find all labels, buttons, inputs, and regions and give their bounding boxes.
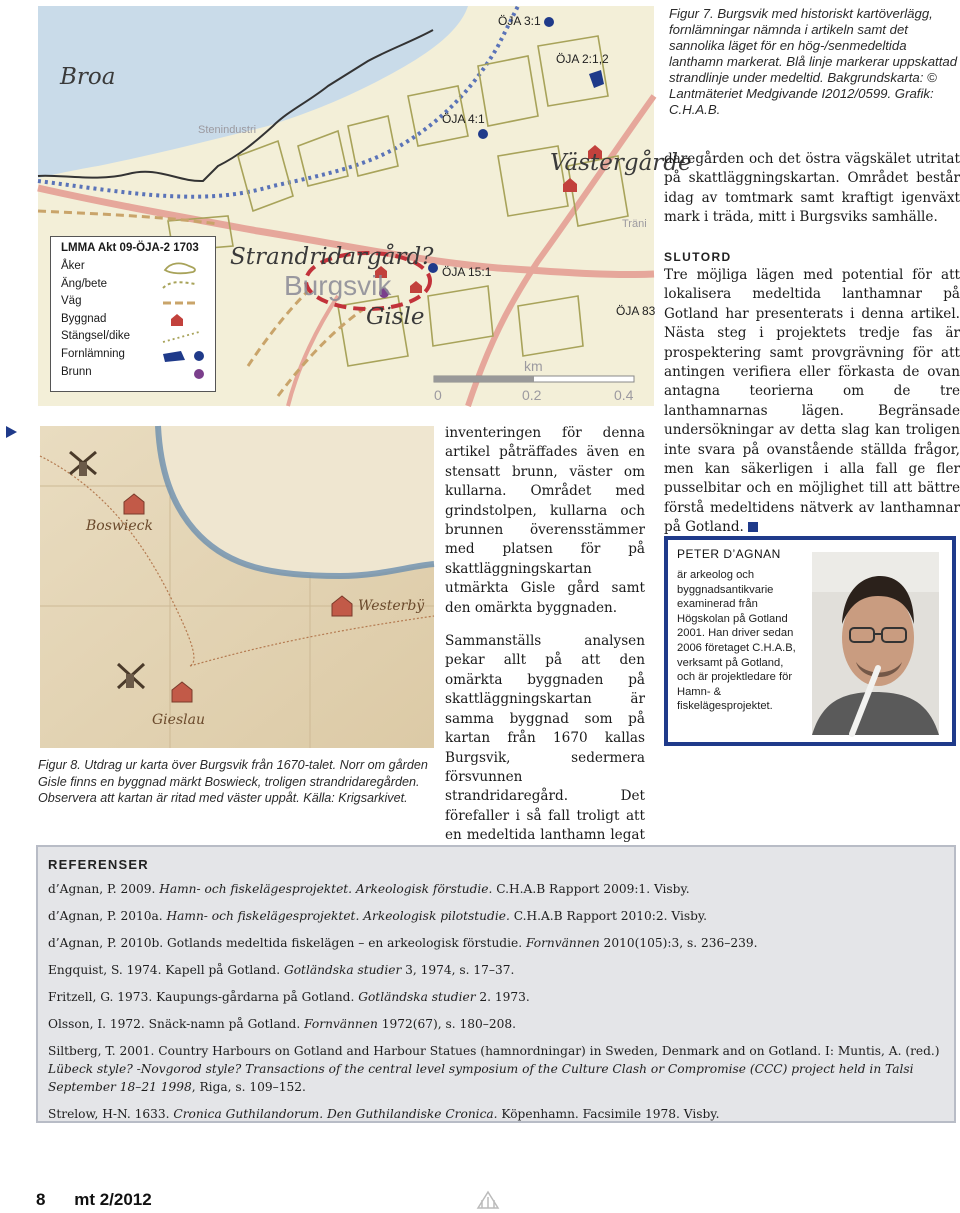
legend-fence-icon (159, 328, 203, 346)
reference-item: d’Agnan, P. 2010a. Hamn- och fiskelägesprojektet. Arkeologisk pilotstudie. C.H.A.B Rapport 2010:2. Visby. (48, 909, 708, 923)
body-text-middle (445, 424, 645, 884)
legend-title: LMMA Akt 09-ÖJA-2 1703 (61, 242, 199, 254)
reference-item: d’Agnan, P. 2009. Hamn- och fiskelägesprojektet. Arkeologisk förstudie. C.H.A.B Rapport 2009:1. Visby. (48, 882, 690, 896)
sea-area (38, 6, 468, 178)
page-footer (36, 1190, 152, 1210)
scale-0-4: 0.4 (614, 387, 634, 403)
label-westerby: Westerbÿ (358, 598, 425, 614)
reference-item: Fritzell, G. 1973. Kaupungs-gårdarna på Gotland. Gotländska studier 2. 1973. (48, 990, 530, 1004)
legend-building-icon (159, 311, 203, 329)
journal-issue: mt 2/2012 (74, 1190, 152, 1209)
reference-item: Strelow, H-N. 1633. Cronica Guthilandorum. Den Guthilandiske Cronica. Köpenhamn. Facsimile 1978. Visby. (48, 1107, 720, 1121)
scale-unit: km (524, 358, 543, 374)
map-legend (50, 236, 216, 392)
label-gieslau: Gieslau (152, 712, 205, 728)
end-mark-icon (748, 522, 758, 532)
label-gisle: Gisle (366, 304, 425, 330)
body-text-top-right: daregården och det östra vägskälet utritat på skattläggningskartan. Området består idag av tomtmark samt kraftigt igenväxt mark i träda, mitt i Burgsviks samhälle. (664, 151, 960, 226)
scale-0: 0 (434, 387, 442, 403)
legend-row-brunn: Brunn (61, 364, 215, 382)
label-stenindustri: Stenindustri (198, 124, 257, 136)
legend-road-icon (159, 293, 203, 311)
page-number: 8 (36, 1190, 46, 1209)
arrow-icon (6, 426, 17, 438)
label-oja-83: ÖJA 83 (616, 304, 656, 318)
site-oja-3-1 (544, 17, 554, 27)
old-map-graphics (40, 426, 434, 748)
label-broa: Broa (60, 64, 116, 90)
references-title: REFERENSER (48, 857, 149, 872)
figure-7-map (38, 6, 692, 406)
road-north (468, 96, 654, 406)
label-oja-15-1: ÖJA 15:1 (442, 265, 492, 279)
site-oja-2-1-2 (589, 70, 604, 88)
legend-row-aker: Åker (61, 258, 215, 276)
portrait-icon (812, 552, 939, 735)
legend-row-vag: Väg (61, 293, 215, 311)
slutord-text: Tre möjliga lägen med potential för att lokalisera medeltida lanthamnar på Gotland har presenterats i denna artikel. Nästa steg i projektets tredje fas är prospektering samt provgrävning för att antingen verifiera eller förkasta de ovan antagna teorierna om de tre lanthamnarnas lägen. Begränsade undersökningar av detta slag kan troligen inte svara på ovanstående ställda frågor, men kan säkerligen i alla fall ge fler pusselbitar och en möjlighet till att bättre förstå medeltidens nätverk av lanthamnar på Gotland. (664, 267, 960, 536)
reference-item: Engquist, S. 1974. Kapell på Gotland. Gotländska studier 3, 1974, s. 17–37. (48, 963, 515, 977)
label-vastergarde: Västergårde (550, 150, 692, 176)
legend-site-icon (159, 346, 209, 364)
figure-8-caption: Figur 8. Utdrag ur karta över Burgsvik från 1670-talet. Norr om gården Gisle finns en byggnad märkt Boswieck, troligen strandridaregården. Observera att kartan är ritad med väster uppåt. Källa: Krigsarkivet. (38, 758, 428, 805)
paragraph: Sammanställs analysen pekar allt på att den omärkta byggnaden på skattläggningskartan är samma byggnad som på kartan från 1670 kallas Burgsvik, sedermera försvunnen strandridaregård. Det förefaller i så fall troligt att en medeltida lanthamn legat (445, 633, 645, 844)
scale-bar (434, 376, 634, 382)
figure-8-map (40, 426, 434, 748)
label-traning: Träni (622, 218, 647, 230)
road-south (288, 296, 338, 406)
author-photo (812, 552, 939, 735)
label-strandridargard: Strandridargård? (230, 244, 434, 270)
author-name: PETER D’AGNAN (677, 547, 781, 561)
legend-well-icon (159, 364, 209, 382)
author-bio: är arkeolog och byggnadsantikvarie examinerad från Högskolan på Gotland 2001. Han driver sedan 2006 företaget C.H.A.B, verksamt på Gotland, och är projektledare för Hamn- & fiskelägesprojektet. (677, 569, 796, 713)
legend-row-stangsel: Stängsel/dike (61, 328, 215, 346)
legend-row-byggnad: Byggnad (61, 311, 215, 329)
figure-7-caption: Figur 7. Burgsvik med historiskt kartöverlägg, fornlämningar nämnda i artikeln samt det sannolika läget för en hög-/senmedeltida lanthamn markerat. Blå linje markerar uppskattad strandlinje under medeltid. Bakgrundskarta: © Lantmäteriet Medgivande I2012/0599. Grafik: C.H.A.B. (669, 6, 958, 117)
paragraph: inventeringen för denna artikel påträffades även en stensatt brunn, väster om kullarna. Området med grindstolpen, kullarna och brunnen överensstämmer med platsen för på skattläggningskartan utmärkta Gisle gård samt den omärkta byggnaden. (445, 425, 645, 616)
legend-field-icon (159, 258, 203, 276)
scale-0-2: 0.2 (522, 387, 542, 403)
label-boswieck: Boswieck (86, 518, 153, 534)
reference-item: Siltberg, T. 2001. Country Harbours on Gotland and Harbour Statues (hamnordningar) in Sweden, Denmark and on Gotland. I: Muntis, A. (red.) Lübeck style? -Novgorod style? Transactions of the central level symposium of the Culture Clash or Compromise (CCC) project held in Talsi September 18–21 1998, Riga, s. 109–152. (48, 1044, 940, 1094)
author-box (664, 536, 956, 746)
reference-item: Olsson, I. 1972. Snäck-namn på Gotland. Fornvännen 1972(67), s. 180–208. (48, 1017, 516, 1031)
journal-logo-icon (476, 1190, 500, 1210)
references-box (36, 845, 956, 1123)
legend-meadow-icon (159, 276, 203, 294)
label-oja-3-1: ÖJA 3:1 (498, 14, 541, 28)
legend-row-ang: Äng/bete (61, 276, 215, 294)
label-burgsvik: Burgsvik (284, 270, 392, 301)
label-oja-4-1: ÖJA 4:1 (442, 112, 485, 126)
references-list (48, 880, 948, 1132)
site-oja-4-1 (478, 129, 488, 139)
reference-item: d’Agnan, P. 2010b. Gotlands medeltida fiskelägen – en arkeologisk förstudie. Fornvännen 2010(105):3, s. 236–239. (48, 936, 758, 950)
legend-row-fornlamning: Fornlämning (61, 346, 215, 364)
slutord-heading: SLUTORD (664, 250, 732, 264)
label-oja-2-1-2: ÖJA 2:1,2 (556, 52, 609, 66)
